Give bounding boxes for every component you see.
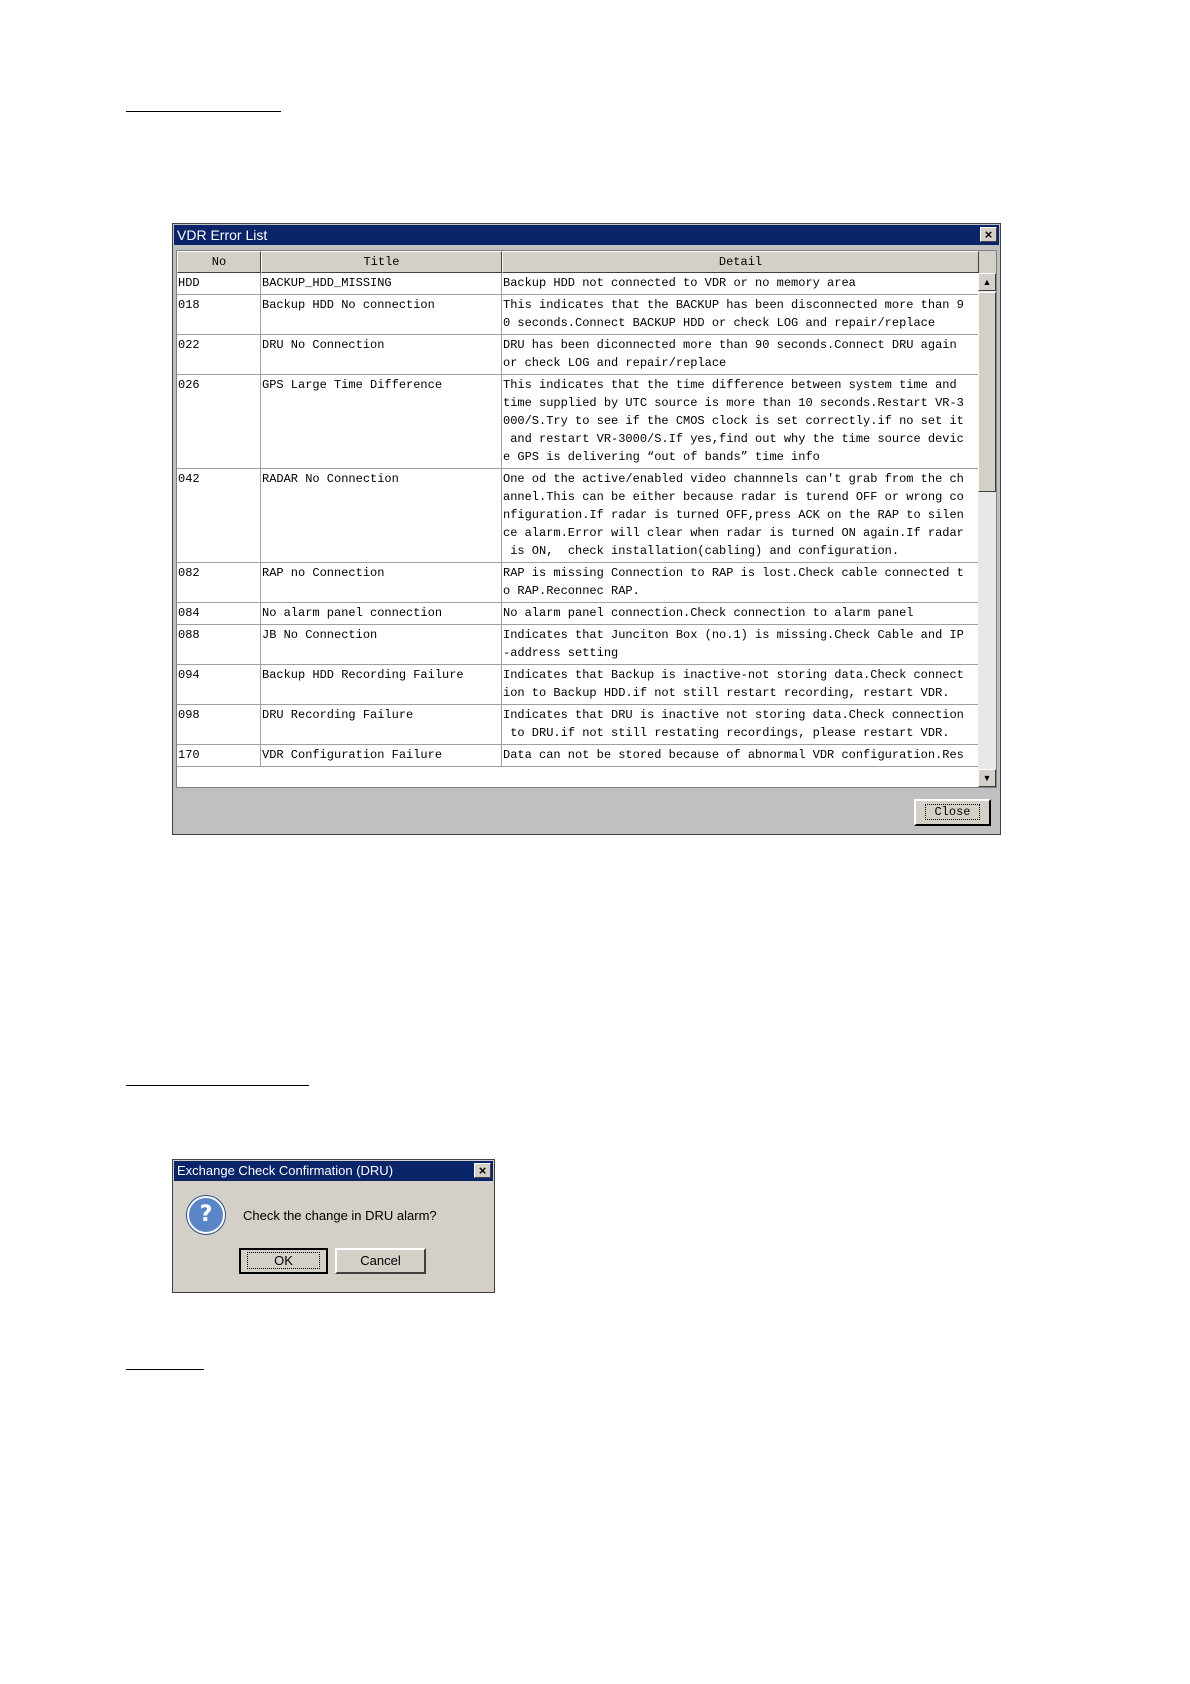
close-icon[interactable]: × (474, 1163, 491, 1178)
table-row[interactable] (177, 295, 979, 335)
cell-title: GPS Large Time Difference (261, 375, 502, 468)
cell-detail: One od the active/enabled video channnels can't grab from the ch annel.This can be either because radar is turend OFF or wrong co nfiguration.If radar is turned OFF,press ACK on the RAP to silen ce alarm.Error will clear when radar is turned ON again.If radar is ON, check installation(cabling) and configuration. (503, 472, 964, 558)
cell-detail: Data can not be stored because of abnormal VDR configuration.Res (503, 748, 964, 762)
cell-title: RADAR No Connection (261, 469, 502, 562)
table-row[interactable] (177, 335, 979, 375)
cell-title: VDR Configuration Failure (261, 745, 502, 766)
heading-underline-1 (126, 111, 281, 112)
window-titlebar (174, 225, 999, 245)
column-header-title[interactable]: Title (261, 251, 502, 273)
cell-no: 042 (177, 469, 261, 562)
column-header-detail[interactable]: Detail (502, 251, 979, 273)
dialog-message: Check the change in DRU alarm? (243, 1208, 437, 1223)
cell-detail: Indicates that DRU is inactive not storing data.Check connection to DRU.if not still restating recordings, please restart VDR. (503, 708, 964, 740)
close-icon[interactable]: × (980, 227, 997, 242)
cell-no: 170 (177, 745, 261, 766)
cell-detail: RAP is missing Connection to RAP is lost.Check cable connected t o RAP.Reconnec RAP. (503, 566, 964, 598)
cell-no: 098 (177, 705, 261, 744)
table-row[interactable] (177, 469, 979, 563)
cell-detail: Indicates that Junciton Box (no.1) is missing.Check Cable and IP -address setting (503, 628, 964, 660)
cancel-button[interactable]: Cancel (335, 1248, 426, 1274)
scroll-up-icon[interactable]: ▲ (978, 273, 996, 291)
table-row[interactable] (177, 375, 979, 469)
table-row[interactable] (177, 625, 979, 665)
vertical-scrollbar[interactable] (978, 273, 996, 787)
ok-button-label: OK (247, 1252, 320, 1269)
close-button-label: Close (925, 804, 979, 820)
table-row[interactable] (177, 563, 979, 603)
close-button[interactable] (914, 799, 991, 826)
cell-detail: This indicates that the time difference between system time and time supplied by UTC source is more than 10 seconds.Restart VR-3 000/S.Try to see if the CMOS clock is set correctly.if no set it and restart VR-3000/S.If yes,find out why the time source devic e GPS is delivering “out of bands” time info (503, 378, 964, 464)
table-row[interactable] (177, 665, 979, 705)
heading-underline-3 (126, 1369, 204, 1370)
cell-detail: DRU has been diconnected more than 90 seconds.Connect DRU again or check LOG and repair/replace (503, 338, 957, 370)
cell-detail: Backup HDD not connected to VDR or no memory area (503, 276, 856, 290)
cell-title: No alarm panel connection (261, 603, 502, 624)
column-header-no[interactable]: No (177, 251, 261, 273)
cell-no: 088 (177, 625, 261, 664)
cell-no: 082 (177, 563, 261, 602)
heading-underline-2 (126, 1085, 309, 1086)
cell-title: JB No Connection (261, 625, 502, 664)
cell-title: RAP no Connection (261, 563, 502, 602)
table-row[interactable] (177, 745, 979, 767)
cell-detail: No alarm panel connection.Check connection to alarm panel (503, 606, 914, 620)
cell-detail: Indicates that Backup is inactive-not storing data.Check connect ion to Backup HDD.if not still restart recording, restart VDR. (503, 668, 964, 700)
table-row[interactable] (177, 273, 979, 295)
cell-title: Backup HDD Recording Failure (261, 665, 502, 704)
scroll-down-icon[interactable]: ▼ (978, 769, 996, 787)
cell-title: BACKUP_HDD_MISSING (261, 273, 502, 294)
cell-no: 084 (177, 603, 261, 624)
scrollbar-thumb[interactable] (978, 292, 996, 492)
dialog-titlebar (174, 1161, 493, 1181)
exchange-check-dialog (172, 1159, 495, 1293)
cell-no: HDD (177, 273, 261, 294)
error-list-table (176, 250, 997, 788)
table-header (177, 251, 996, 273)
table-row[interactable] (177, 705, 979, 745)
dialog-title: Exchange Check Confirmation (DRU) (177, 1163, 394, 1178)
vdr-error-list-window (172, 223, 1001, 835)
cell-title: DRU Recording Failure (261, 705, 502, 744)
cell-no: 094 (177, 665, 261, 704)
cell-detail: This indicates that the BACKUP has been disconnected more than 9 0 seconds.Connect BACKUP HDD or check LOG and repair/replace (503, 298, 964, 330)
cell-title: DRU No Connection (261, 335, 502, 374)
cell-title: Backup HDD No connection (261, 295, 502, 334)
table-row[interactable] (177, 603, 979, 625)
table-rows (177, 273, 979, 767)
window-title: VDR Error List (177, 227, 268, 243)
cell-no: 026 (177, 375, 261, 468)
cell-no: 022 (177, 335, 261, 374)
cell-no: 018 (177, 295, 261, 334)
ok-button[interactable] (239, 1248, 328, 1274)
question-icon: ? (187, 1196, 225, 1234)
